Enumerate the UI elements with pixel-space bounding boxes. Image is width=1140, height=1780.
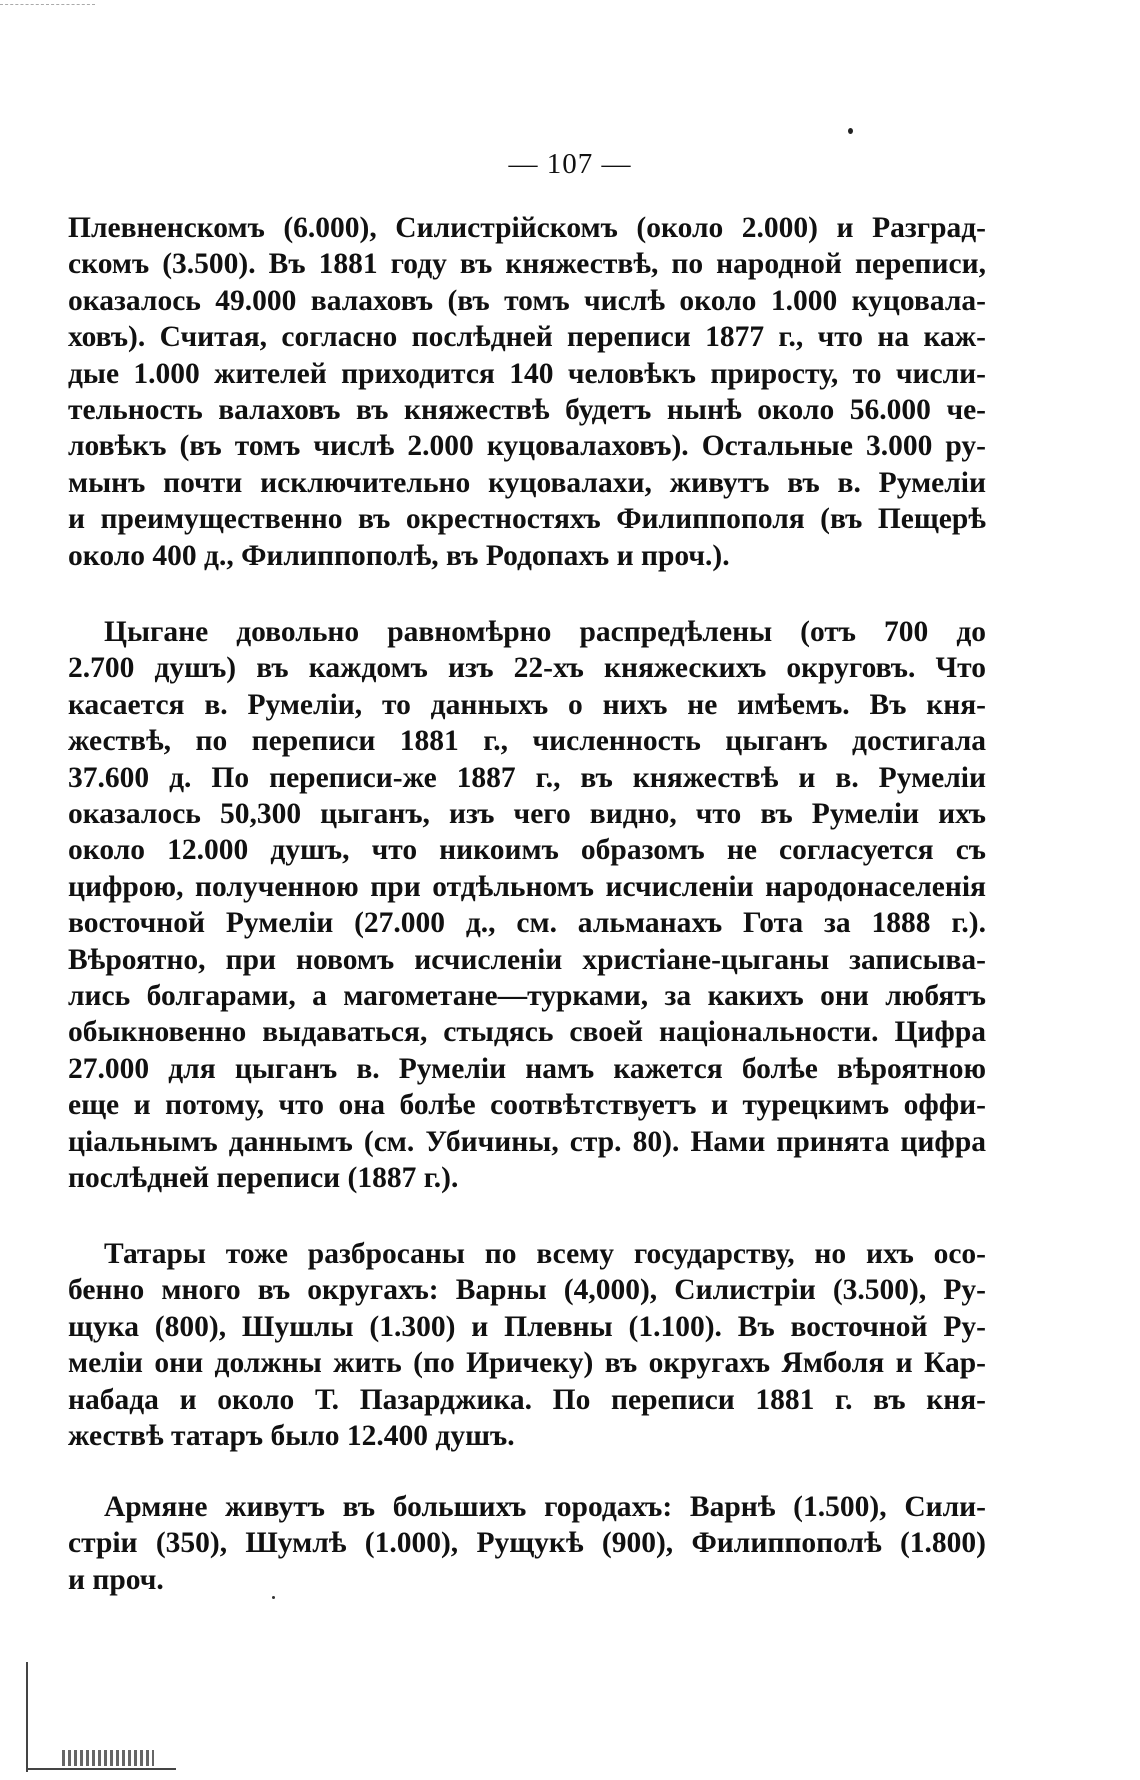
text-line: жествѣ татаръ было 12.400 душъ. [68,1420,515,1453]
text-line: около 400 д., Филиппополѣ, въ Родопахъ и проч.). [68,539,730,572]
text-line: тельность валаховъ въ княжествѣ будетъ нынѣ около 56.000 че- [68,394,986,427]
paragraph-armenians [68,1489,986,1598]
text-line: лись болгарами, а магометане—турками, за какихъ они любятъ [68,980,986,1013]
text-line: бенно много въ округахъ: Варны (4,000), Силистріи (3.500), Ру- [68,1274,986,1307]
text-line: жествѣ, по переписи 1881 г., численность цыганъ достигала [68,725,986,758]
text-line: меліи они должны жить (по Иричеку) въ округахъ Ямболя и Кар- [68,1347,986,1380]
paragraph-gypsies [68,614,986,1197]
text-line: послѣдней переписи (1887 г.). [68,1162,459,1195]
text-line: дые 1.000 жителей приходится 140 человѣкъ приросту, то числи- [68,357,986,390]
text-line: оказалось 50,300 цыганъ, изъ чего видно, что въ Румеліи ихъ [68,798,986,831]
scan-top-mark [0,4,95,5]
text-line: цифрою, полученною при отдѣльномъ исчисленіи народонаселенія [68,870,986,903]
paragraph-valachs [68,210,986,574]
text-line: и проч. [68,1563,164,1596]
text-line: и преимущественно въ окрестностяхъ Филиппополя (въ Пещерѣ [68,503,986,536]
text-line: ховъ). Считая, согласно послѣдней переписи 1877 г., что на каж- [68,321,986,354]
ink-speck [272,1596,275,1599]
text-line: мынъ почти исключительно куцовалахи, живутъ въ в. Румеліи [68,466,986,499]
page-number: — 107 — [508,148,632,180]
text-line: Вѣроятно, при новомъ исчисленіи христіане-цыганы записыва- [68,943,986,976]
text-line: Цыгане довольно равномѣрно распредѣлены (отъ 700 до [104,616,986,648]
text-line: 37.600 д. По переписи-же 1887 г., въ княжествѣ и в. Румеліи [68,761,986,794]
scan-edge-left [26,1662,28,1772]
text-line: набада и около Т. Пазарджика. По переписи 1881 г. въ кня- [68,1383,986,1416]
text-line: ловѣкъ (въ томъ числѣ 2.000 куцовалаховъ). Остальные 3.000 ру- [68,430,986,463]
text-line: обыкновенно выдаваться, стыдясь своей національности. Цифра [68,1016,986,1049]
paragraph-tatars [68,1236,986,1454]
text-line: щука (800), Шушлы (1.300) и Плевны (1.100). Въ восточной Ру- [68,1310,986,1343]
text-line: скомъ (3.500). Въ 1881 году въ княжествѣ, по народной переписи, [68,248,986,281]
text-line: 2.700 душъ) въ каждомъ изъ 22-хъ княжескихъ округовъ. Что [68,652,986,685]
scan-edge-bottom [26,1768,176,1770]
text-line: оказалось 49.000 валаховъ (въ томъ числѣ около 1.000 куцовала- [68,284,986,317]
text-line: Армяне живутъ въ большихъ городахъ: Варнѣ (1.500), Сили- [104,1491,986,1523]
text-line: Плевненскомъ (6.000), Силистрійскомъ (около 2.000) и Разград- [68,212,986,244]
ink-speck [848,128,853,134]
text-line: стріи (350), Шумлѣ (1.000), Рущукѣ (900), Филиппополѣ (1.800) [68,1527,986,1560]
text-line: ціальнымъ даннымъ (см. Убичины, стр. 80). Нами принята цифра [68,1125,986,1158]
text-line: около 12.000 душъ, что никоимъ образомъ не согласуется съ [68,834,986,867]
text-line: касается в. Румеліи, то данныхъ о нихъ не имѣемъ. Въ кня- [68,688,986,721]
text-line: еще и потому, что она болѣе соотвѣтствуетъ и турецкимъ оффи- [68,1089,986,1122]
text-line: восточной Румеліи (27.000 д., см. альманахъ Гота за 1888 г.). [68,907,986,940]
text-line: Татары тоже разбросаны по всему государству, но ихъ осо- [104,1238,986,1270]
library-stamp-mark [62,1750,154,1766]
text-line: 27.000 для цыганъ в. Румеліи намъ кажется болѣе вѣроятною [68,1052,986,1085]
